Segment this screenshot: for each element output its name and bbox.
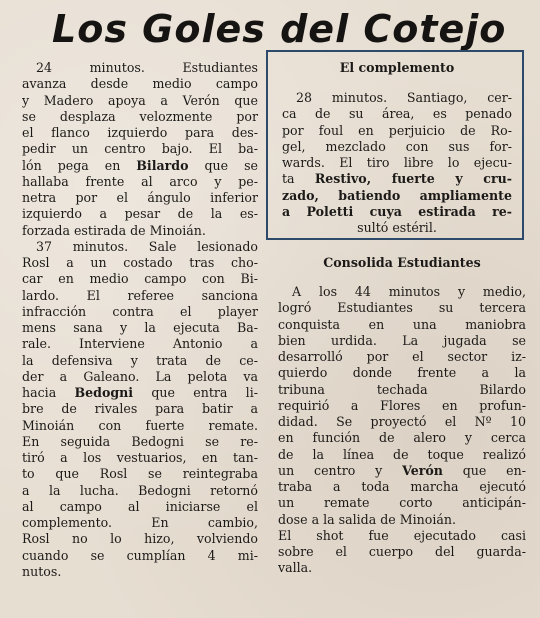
text-line: el flanco izquierdo para des- (22, 125, 258, 140)
text-line: to que Rosl se reintegraba (22, 466, 258, 482)
text-line: zado, batiendo ampliamente (282, 187, 512, 203)
text-line: quierdo donde frente a la (278, 365, 526, 381)
text-line: El shot fue ejecutado casi (278, 527, 526, 543)
text-line: traba a toda marcha ejecutó (278, 479, 526, 494)
text-line: la defensiva y trata de ce- (22, 352, 258, 368)
text-line: pedir un centro bajo. El ba- (22, 141, 258, 157)
text-line: por foul en perjuicio de Ro- (282, 122, 512, 138)
subheading: Consolida Estudiantes (323, 255, 481, 270)
left-column (22, 60, 258, 580)
text-line: tribuna techada Bilardo (278, 381, 526, 397)
text-line: didad. Se proyectó el Nº 10 (278, 414, 526, 429)
paragraph-37-minutos (22, 239, 258, 580)
text-line: wards. El tiro libre lo ejecu- (282, 155, 512, 170)
box-title: El complemento (339, 60, 455, 75)
text-line: tiró a los vestuarios, en tan- (22, 450, 258, 465)
text-line: izquierdo a pesar de la es- (22, 206, 258, 222)
text-line: de la línea de toque realizó (278, 446, 526, 462)
text-line: un remate corto anticipán- (278, 495, 526, 511)
text-line: hacia Bedogni que entra li- (22, 385, 258, 400)
text-line: ca de su área, es penado (282, 106, 512, 122)
paragraph-shot (278, 528, 526, 577)
paragraph-24-minutos (22, 60, 258, 239)
text-line: y Madero apoya a Verón que (22, 92, 258, 108)
text-line: desarrolló por el sector iz- (278, 349, 526, 364)
text-line: rale. Interviene Antonio a (22, 336, 258, 352)
text-line: gel, mezclado con sus for- (282, 138, 512, 154)
text-line: sobre el cuerpo del guarda- (278, 544, 526, 559)
text-line: cuando se cumplían 4 mi- (22, 547, 258, 563)
text-line: ta Restivo, fuerte y cru- (282, 171, 512, 187)
text-line: logró Estudiantes su tercera (278, 300, 526, 316)
text-line: se desplaza velozmente por (22, 108, 258, 124)
text-line: un centro y Verón que en- (278, 462, 526, 478)
text-line: nutos. (22, 563, 62, 579)
text-line: avanza desde medio campo (22, 76, 258, 92)
text-line: Rosl no lo hizo, volviendo (22, 531, 258, 547)
text-line: complemento. En cambio, (22, 515, 258, 530)
text-line: 24 minutos. Estudiantes (36, 60, 258, 75)
text-line: infracción contra el player (22, 303, 258, 319)
text-line: bien urdida. La jugada se (278, 332, 526, 348)
text-line: hallaba frente al arco y pe- (22, 173, 258, 189)
text-line: a Poletti cuya estirada re- (282, 203, 512, 219)
text-line: Rosl a un costado tras cho- (22, 255, 258, 270)
text-line: mens sana y la ejecuta Ba- (22, 320, 258, 335)
right-column (278, 284, 526, 577)
text-line: 37 minutos. Sale lesionado (36, 238, 258, 254)
text-line: car en medio campo con Bi- (22, 271, 258, 287)
text-line: lardo. El referee sanciona (22, 287, 258, 303)
text-line: en función de alero y cerca (278, 430, 526, 446)
text-line: dose a la salida de Minoián. (278, 511, 456, 527)
text-line: A los 44 minutos y medio, (292, 284, 526, 299)
text-line: sultó estéril. (357, 220, 437, 235)
text-line: der a Galeano. La pelota va (22, 368, 258, 384)
text-line: 28 minutos. Santiago, cer- (296, 90, 512, 105)
headline: Los Goles del Cotejo (52, 7, 507, 51)
text-line: conquista en una maniobra (278, 316, 526, 332)
text-line: Minoián con fuerte remate. (22, 417, 258, 433)
text-line: a la lucha. Bedogni retornó (22, 482, 258, 498)
text-line: forzada estirada de Minoián. (22, 222, 206, 238)
text-line: bre de rivales para batir a (22, 401, 258, 417)
box-paragraph (282, 90, 512, 236)
text-line: requirió a Flores en profun- (278, 397, 526, 413)
text-line: lón pega en Bilardo que se (22, 157, 258, 173)
complemento-box (266, 50, 524, 240)
paragraph-44-minutos (278, 284, 526, 528)
text-line: netra por el ángulo inferior (22, 190, 258, 205)
text-line: al campo al iniciarse el (22, 498, 258, 514)
text-line: valla. (278, 560, 313, 576)
text-line: En seguida Bedogni se re- (22, 433, 258, 449)
